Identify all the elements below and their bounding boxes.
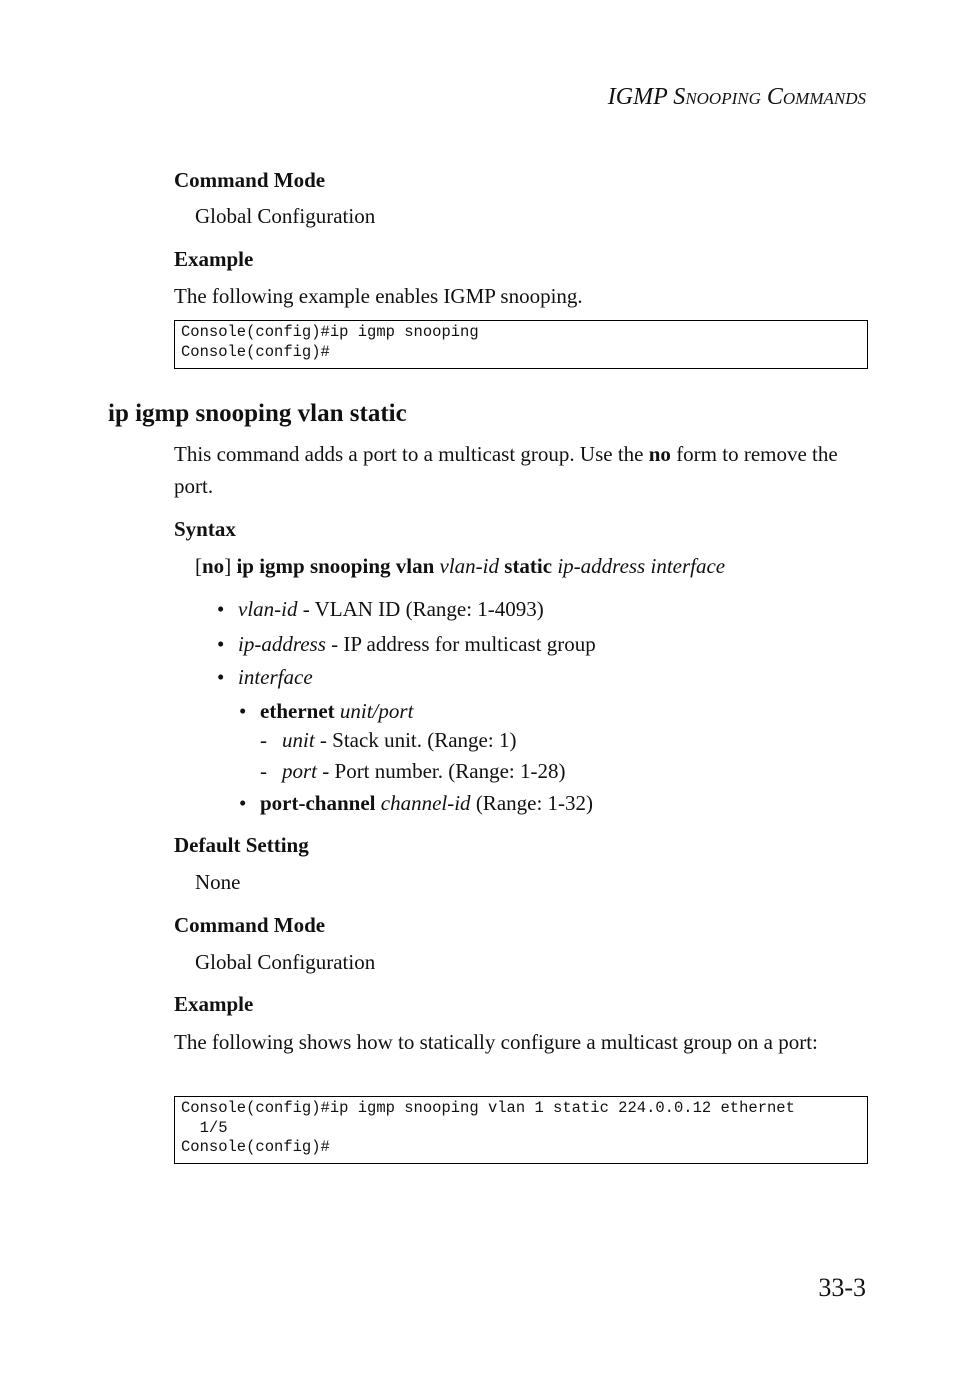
param-interface: interface xyxy=(238,665,313,689)
page-number: 33-3 xyxy=(818,1273,866,1302)
command-mode-heading: Command Mode xyxy=(174,168,326,192)
command-mode-value: Global Configuration xyxy=(195,204,376,228)
param-ip-address: ip-address - IP address for multicast group xyxy=(238,632,596,656)
syntax-heading: Syntax xyxy=(174,517,236,541)
param-ethernet: ethernet unit/port xyxy=(260,699,414,723)
command-mode-heading: Command Mode xyxy=(174,913,326,937)
dash-marker: - xyxy=(260,728,267,752)
running-header: IGMP SNOOPING COMMANDS xyxy=(607,84,866,110)
param-port: port - Port number. (Range: 1-28) xyxy=(282,759,566,783)
bullet-marker: • xyxy=(239,791,247,815)
bullet-marker: • xyxy=(217,632,225,656)
command-mode-value: Global Configuration xyxy=(195,950,376,974)
bullet-marker: • xyxy=(217,665,225,689)
param-vlan-id: vlan-id - VLAN ID (Range: 1-4093) xyxy=(238,597,544,621)
example-text: The following example enables IGMP snooping. xyxy=(174,284,583,308)
command-title: ip igmp snooping vlan static xyxy=(108,400,407,427)
dash-marker: - xyxy=(260,759,267,783)
code-example-2: Console(config)#ip igmp snooping vlan 1 static 224.0.0.12 ethernet 1/5 Console(config)# xyxy=(174,1096,868,1164)
example-heading: Example xyxy=(174,247,254,271)
command-description: This command adds a port to a multicast group. Use the no form to remove the port. xyxy=(174,442,838,498)
bullet-marker: • xyxy=(239,699,247,723)
example-heading: Example xyxy=(174,992,254,1016)
code-example-1: Console(config)#ip igmp snooping Console(config)# xyxy=(174,320,868,369)
param-unit: unit - Stack unit. (Range: 1) xyxy=(282,728,517,752)
syntax-line: [no] ip igmp snooping vlan vlan-id static ip-address interface xyxy=(195,554,726,578)
default-setting-value: None xyxy=(195,870,241,894)
bullet-marker: • xyxy=(217,597,225,621)
default-setting-heading: Default Setting xyxy=(174,833,309,857)
example-text: The following shows how to statically configure a multicast group on a port: xyxy=(174,1030,818,1054)
param-port-channel: port-channel channel-id (Range: 1-32) xyxy=(260,791,594,815)
